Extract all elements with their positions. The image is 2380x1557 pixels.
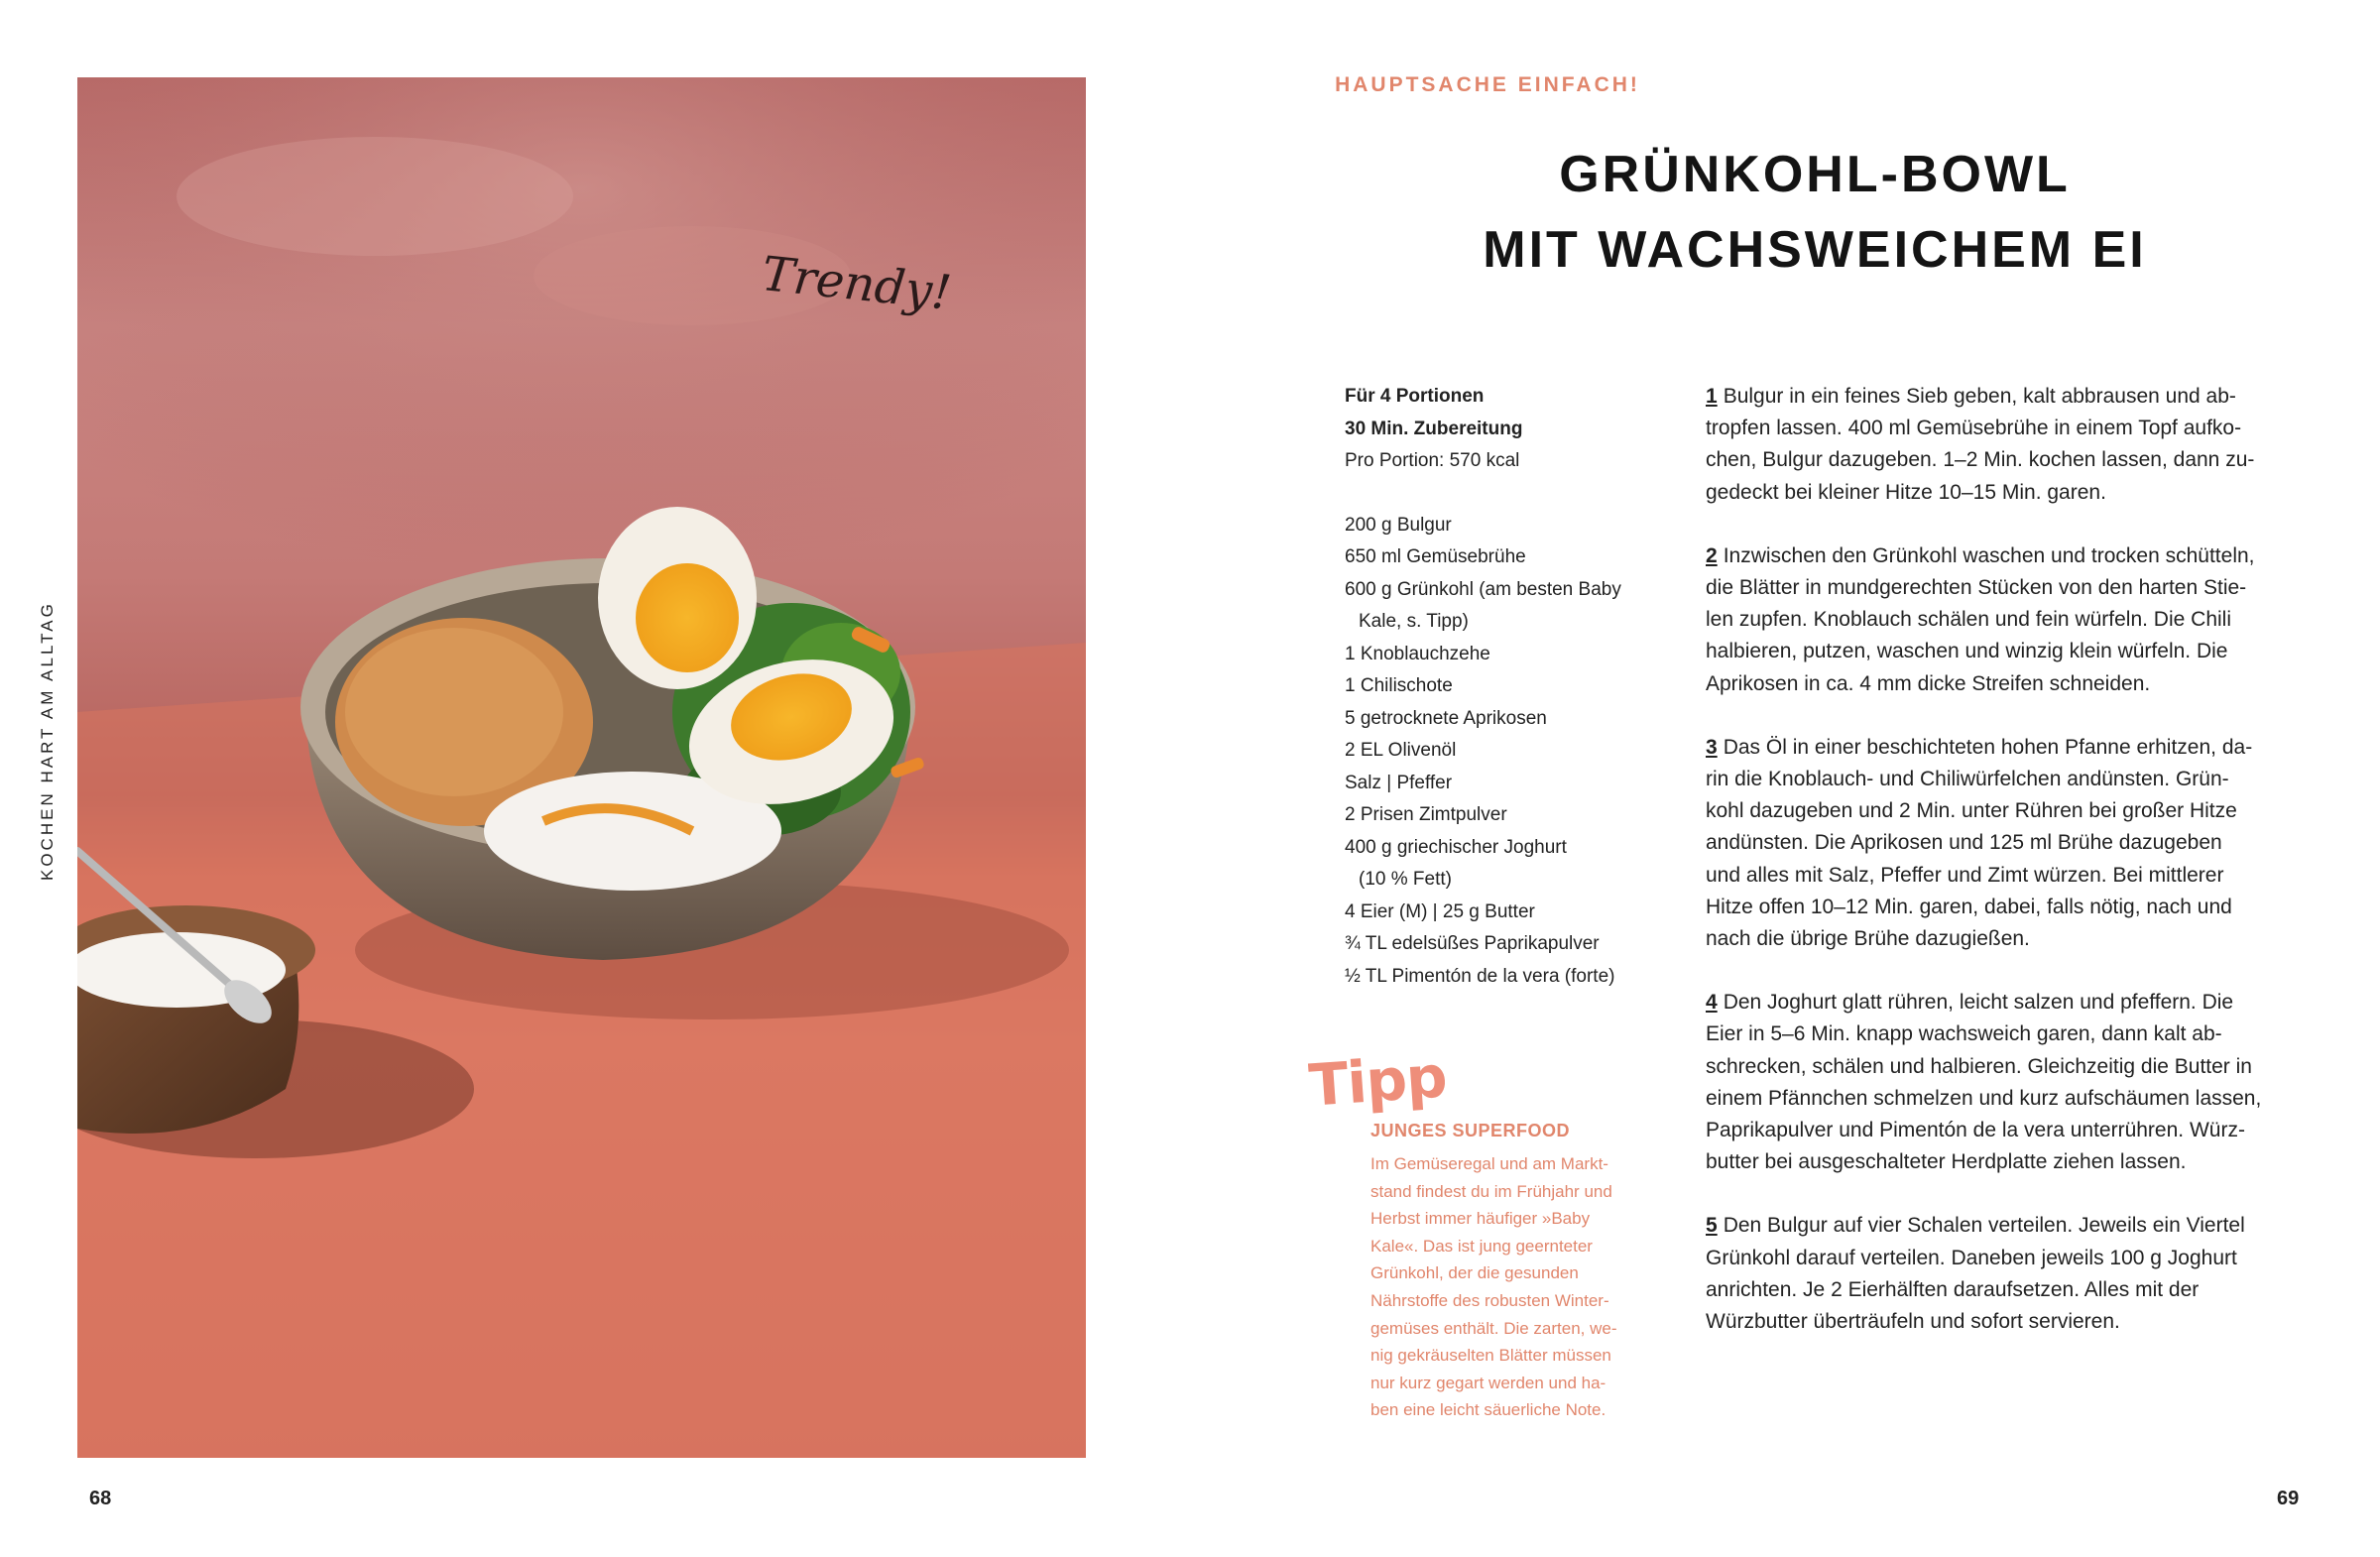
section-kicker: HAUPTSACHE EINFACH! — [1335, 73, 1640, 96]
calories: Pro Portion: 570 kcal — [1345, 450, 1520, 471]
ingredient-item: 400 g griechischer Joghurt — [1345, 836, 1567, 858]
step-line: Den Joghurt glatt rühren, leicht salzen und pfeffern. Die — [1723, 991, 2234, 1015]
step-line: butter bei ausgeschalteter Herdplatte ziehen lassen. — [1706, 1150, 2187, 1174]
step-4 — [1706, 987, 2301, 1178]
title-line-1: GRÜNKOHL-BOWL — [1559, 146, 2071, 203]
step-1 — [1706, 381, 2301, 509]
tip-line: ben eine leicht säuerliche Note. — [1370, 1400, 1606, 1420]
handwritten-annotation: Trendy! — [759, 246, 954, 321]
step-2 — [1706, 540, 2301, 700]
tip-body — [1370, 1150, 1668, 1424]
ingredient-item: 1 Knoblauchzehe — [1345, 643, 1490, 664]
tip-line: stand findest du im Frühjahr und — [1370, 1181, 1612, 1201]
ingredient-item: 650 ml Gemüsebrühe — [1345, 546, 1526, 567]
page-number-right: 69 — [2277, 1488, 2300, 1509]
step-line: Hitze offen 10–12 Min. garen, dabei, falls nötig, nach und — [1706, 895, 2232, 918]
tip-badge: Tipp — [1306, 1042, 1449, 1120]
recipe-photo — [77, 77, 1086, 1458]
step-line: die Blätter in mundgerechten Stücken von den harten Stie- — [1706, 576, 2247, 600]
ingredient-item: (10 % Fett) — [1359, 869, 1452, 890]
ingredient-item: Kale, s. Tipp) — [1359, 611, 1469, 632]
step-line: Grünkohl darauf verteilen. Daneben jeweils 100 g Joghurt — [1706, 1246, 2237, 1269]
step-line: kohl dazugeben und 2 Min. unter Rühren bei großer Hitze — [1706, 799, 2237, 823]
prep-time: 30 Min. Zubereitung — [1345, 418, 1523, 439]
step-number: 3 — [1706, 735, 1718, 759]
step-line: tropfen lassen. 400 ml Gemüsebrühe in einem Topf aufko- — [1706, 417, 2242, 440]
tip-line: Im Gemüseregal und am Markt- — [1370, 1154, 1608, 1173]
tip-title: JUNGES SUPERFOOD — [1370, 1121, 1571, 1140]
step-line: Aprikosen in ca. 4 mm dicke Streifen schneiden. — [1706, 671, 2151, 695]
step-line: chen, Bulgur dazugeben. 1–2 Min. kochen lassen, dann zu- — [1706, 448, 2255, 472]
tip-line: Herbst immer häufiger »Baby — [1370, 1209, 1591, 1229]
title-line-2: MIT WACHSWEICHEM EI — [1483, 221, 2147, 279]
tip-line: Nährstoffe des robusten Winter- — [1370, 1290, 1609, 1310]
step-line: halbieren, putzen, waschen und winzig klein würfeln. Die — [1706, 640, 2228, 663]
step-line: gedeckt bei kleiner Hitze 10–15 Min. garen. — [1706, 480, 2106, 504]
ingredient-item: 1 Chilischote — [1345, 675, 1453, 696]
step-line: anrichten. Je 2 Eierhälften daraufsetzen. Alles mit der — [1706, 1277, 2200, 1301]
ingredients-column — [1345, 381, 1662, 993]
ingredient-item: ½ TL Pimentón de la vera (forte) — [1345, 965, 1615, 987]
ingredient-item: 2 EL Olivenöl — [1345, 740, 1457, 761]
tip-line: Grünkohl, der die gesunden — [1370, 1263, 1579, 1283]
step-number: 1 — [1706, 385, 1718, 408]
tip-line: nur kurz gegart werden und ha- — [1370, 1373, 1606, 1392]
tip-line: Kale«. Das ist jung geernteter — [1370, 1236, 1593, 1256]
spine-running-title: KOCHEN HART AM ALLTAG — [38, 601, 57, 881]
step-line: schrecken, schälen und halbieren. Gleichzeitig die Butter in — [1706, 1054, 2252, 1078]
tip-line: gemüses enthält. Die zarten, we- — [1370, 1318, 1617, 1338]
step-3 — [1706, 732, 2301, 955]
step-line: einem Pfännchen schmelzen und kurz aufschäumen lassen, — [1706, 1086, 2262, 1110]
ingredient-item: 600 g Grünkohl (am besten Baby — [1345, 578, 1621, 600]
step-5 — [1706, 1210, 2301, 1338]
step-line: Das Öl in einer beschichteten hohen Pfanne erhitzen, da- — [1723, 735, 2253, 759]
step-number: 5 — [1706, 1214, 1718, 1238]
step-number: 2 — [1706, 543, 1718, 567]
ingredient-item: 200 g Bulgur — [1345, 514, 1452, 536]
ingredient-item: 4 Eier (M) | 25 g Butter — [1345, 900, 1535, 922]
ingredient-item: ¾ TL edelsüßes Paprikapulver — [1345, 933, 1600, 954]
step-line: Eier in 5–6 Min. knapp wachsweich garen, dann kalt ab- — [1706, 1022, 2222, 1046]
step-number: 4 — [1706, 991, 1718, 1015]
step-line: Würzbutter überträufeln und sofort servieren. — [1706, 1310, 2120, 1334]
step-line: rin die Knoblauch- und Chiliwürfelchen andünsten. Grün- — [1706, 768, 2229, 791]
step-line: Bulgur in ein feines Sieb geben, kalt abbrausen und ab- — [1723, 385, 2236, 408]
page-number-left: 68 — [89, 1488, 112, 1509]
ingredient-item: 5 getrocknete Aprikosen — [1345, 707, 1547, 729]
step-line: nach die übrige Brühe dazugießen. — [1706, 927, 2030, 951]
step-line: Inzwischen den Grünkohl waschen und trocken schütteln, — [1723, 543, 2255, 567]
ingredient-item: 2 Prisen Zimtpulver — [1345, 804, 1507, 825]
step-line: und alles mit Salz, Pfeffer und Zimt würzen. Bei mittlerer — [1706, 863, 2224, 887]
instructions-column — [1706, 381, 2301, 1370]
recipe-title — [1289, 137, 2340, 288]
ingredient-item: Salz | Pfeffer — [1345, 772, 1453, 793]
step-line: len zupfen. Knoblauch schälen und fein würfeln. Die Chili — [1706, 608, 2231, 632]
step-line: andünsten. Die Aprikosen und 125 ml Brühe dazugeben — [1706, 831, 2222, 855]
step-line: Paprikapulver und Pimentón de la vera unterrühren. Würz- — [1706, 1119, 2245, 1142]
step-line: Den Bulgur auf vier Schalen verteilen. Jeweils ein Viertel — [1723, 1214, 2245, 1238]
servings: Für 4 Portionen — [1345, 386, 1485, 407]
tip-line: nig gekräuselten Blätter müssen — [1370, 1346, 1611, 1366]
